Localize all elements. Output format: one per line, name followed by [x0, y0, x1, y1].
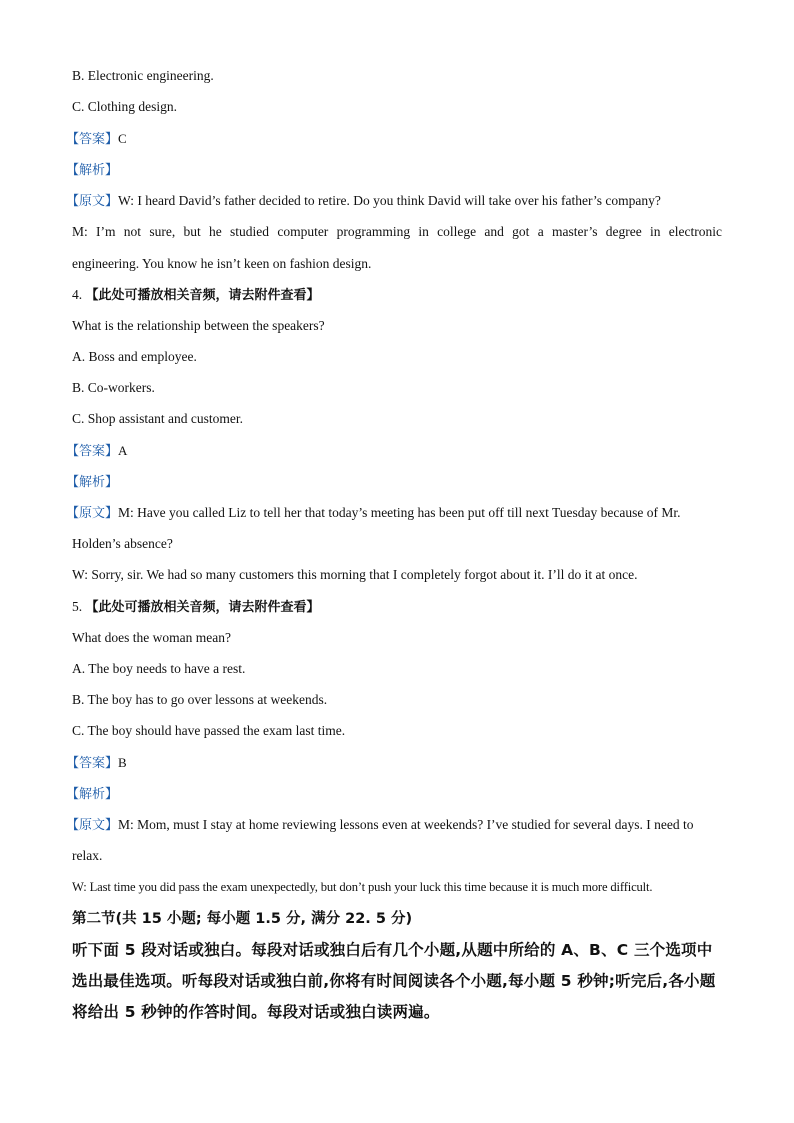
audio-note: 【此处可播放相关音频，请去附件查看】 [85, 288, 320, 303]
transcript-text: M: Mom, must I stay at home reviewing lessons even at weekends? I’ve studied for several days. I need to [118, 817, 694, 832]
q4-transcript-line3: W: Sorry, sir. We had so many customers this morning that I completely forgot about it. I’ll do it at once. [72, 567, 638, 582]
q3-option-b: B. Electronic engineering. [72, 68, 214, 83]
q5-header [72, 598, 722, 617]
answer-tag: 【答案】 [66, 444, 119, 459]
q4-question: What is the relationship between the speakers? [72, 318, 325, 333]
q3-answer [66, 130, 127, 149]
q5-answer [66, 754, 127, 773]
analysis-tag: 【解析】 [66, 787, 119, 802]
q5-analysis [66, 785, 118, 804]
q4-header [72, 286, 722, 305]
answer-value: A [118, 443, 128, 458]
q5-transcript [66, 816, 694, 835]
answer-tag: 【答案】 [66, 132, 119, 147]
transcript-tag: 【原文】 [66, 194, 119, 209]
transcript-text: W: I heard David’s father decided to retire. Do you think David will take over his father’s company? [118, 193, 661, 208]
q5-option-c: C. The boy should have passed the exam last time. [72, 723, 346, 738]
answer-value: C [118, 131, 127, 146]
q4-option-a: A. Boss and employee. [72, 349, 197, 364]
q4-option-c: C. Shop assistant and customer. [72, 411, 243, 426]
analysis-tag: 【解析】 [66, 163, 119, 178]
q3-analysis [66, 161, 118, 180]
q4-transcript [66, 504, 722, 523]
q4-analysis [66, 473, 118, 492]
transcript-tag: 【原文】 [66, 818, 119, 833]
q5-transcript-line3: W: Last time you did pass the exam unexpectedly, but don’t push your luck this time because it is much more difficult. [72, 880, 653, 894]
section-instruction-line2: 选出最佳选项。听每段对话或独白前,你将有时间阅读各个小题,每小题 5 秒钟;听完后,各小题 [72, 972, 716, 990]
section-instruction-line3: 将给出 5 秒钟的作答时间。每段对话或独白读两遍。 [72, 1003, 440, 1021]
q3-transcript-line2: M: I’m not sure, but he studied computer programming in college and got a master’s degree in electronic [72, 224, 722, 239]
transcript-text: M: Have you called Liz to tell her that today’s meeting has been put off till next Tuesday because of Mr. [118, 505, 681, 520]
question-number: 4. [72, 287, 83, 302]
q4-answer [66, 442, 127, 461]
q5-option-a: A. The boy needs to have a rest. [72, 661, 246, 676]
question-number: 5. [72, 599, 83, 614]
q5-question: What does the woman mean? [72, 630, 231, 645]
section-instruction-line1: 听下面 5 段对话或独白。每段对话或独白后有几个小题,从题中所给的 A、B、C 三个选项中 [72, 941, 713, 959]
analysis-tag: 【解析】 [66, 475, 119, 490]
section-title: 第二节(共 15 小题; 每小题 1.5 分, 满分 22. 5 分) [72, 911, 413, 927]
answer-tag: 【答案】 [66, 756, 119, 771]
q4-option-b: B. Co-workers. [72, 380, 155, 395]
transcript-tag: 【原文】 [66, 506, 119, 521]
q5-transcript-line2: relax. [72, 848, 103, 863]
answer-value: B [118, 755, 127, 770]
q4-transcript-line2: Holden’s absence? [72, 536, 173, 551]
q5-option-b: B. The boy has to go over lessons at weekends. [72, 692, 328, 707]
q3-transcript [66, 192, 661, 211]
q3-transcript-line3: engineering. You know he isn’t keen on fashion design. [72, 256, 372, 271]
q3-option-c: C. Clothing design. [72, 99, 178, 114]
audio-note: 【此处可播放相关音频，请去附件查看】 [85, 600, 320, 615]
